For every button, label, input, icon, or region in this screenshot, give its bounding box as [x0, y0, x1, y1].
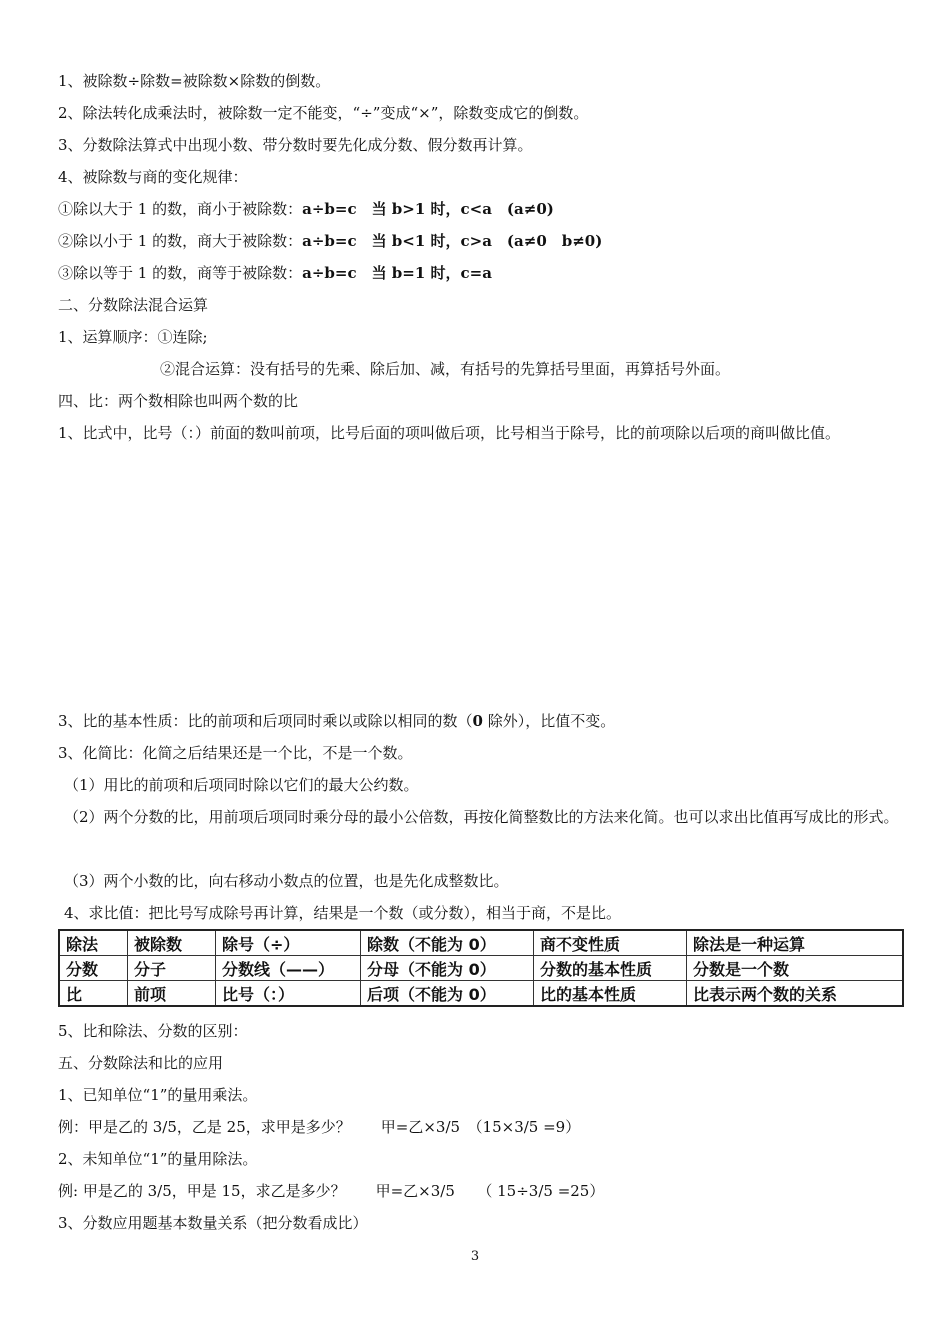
rule-item: [58, 226, 908, 256]
simplify-step-1: （1）用比的前项和后项同时除以它们的最大公约数。: [64, 776, 419, 794]
table-cell: 被除数: [128, 930, 216, 956]
table-row: [59, 930, 903, 956]
operation-order: 1、运算顺序：①连除;: [58, 328, 208, 346]
table-cell: 除法是一种运算: [687, 930, 904, 956]
known-unit-rule: 1、已知单位“1”的量用乘法。: [58, 1086, 258, 1104]
table-cell: 前项: [128, 981, 216, 1007]
mixed-operation: ②混合运算：没有括号的先乘、除后加、减，有括号的先算括号里面，再算括号外面。: [160, 360, 731, 378]
table-cell: 比号（：）: [216, 981, 361, 1007]
rule-formula: a÷b=c 当 b<1 时，c>a (a≠0 b≠0): [302, 232, 603, 250]
rule-text: ③除以等于 1 的数，商等于被除数：: [58, 264, 303, 282]
ratio-difference: 5、比和除法、分数的区别：: [58, 1022, 248, 1040]
page-number: 3: [470, 1249, 480, 1264]
rule-line-4: 4、被除数与商的变化规律：: [58, 168, 248, 186]
simplify-step-2: （2）两个分数的比，用前项后项同时乘分母的最小公倍数，再按化简整数比的方法来化简。也可以求出比值再写成比的形式。: [64, 808, 899, 826]
table-cell: 除号（÷）: [216, 930, 361, 956]
table-cell: 商不变性质: [534, 930, 687, 956]
ratio-property-text-b: 除外），比值不变。: [482, 712, 616, 730]
table-row: [59, 981, 903, 1007]
table-cell: 分数是一个数: [687, 956, 904, 981]
unknown-unit-rule: 2、未知单位“1”的量用除法。: [58, 1150, 258, 1168]
simplify-step-3: （3）两个小数的比，向右移动小数点的位置，也是先化成整数比。: [64, 872, 509, 890]
comparison-table: [58, 929, 904, 1007]
table-cell: 分数的基本性质: [534, 956, 687, 981]
table-cell: 后项（不能为 0）: [361, 981, 534, 1007]
ratio-definition: 1、比式中，比号（：）前面的数叫前项，比号后面的项叫做后项，比号相当于除号，比的前项除以后项的商叫做比值。: [58, 424, 841, 442]
section-heading-4: 四、比：两个数相除也叫两个数的比: [58, 392, 299, 410]
section-heading-2: 二、分数除法混合运算: [58, 296, 209, 314]
rule-line-1: 1、被除数÷除数=被除数×除数的倒数。: [58, 72, 331, 90]
table-row: [59, 956, 903, 981]
rule-text: ①除以大于 1 的数，商小于被除数：: [58, 200, 303, 218]
rule-line-3: 3、分数除法算式中出现小数、带分数时要先化成分数、假分数再计算。: [58, 136, 533, 154]
table-cell: 分母（不能为 0）: [361, 956, 534, 981]
table-cell: 分数: [59, 956, 128, 981]
table-cell: 比表示两个数的关系: [687, 981, 904, 1007]
table-cell: 除数（不能为 0）: [361, 930, 534, 956]
rule-item: [58, 258, 908, 288]
rule-text: ②除以小于 1 的数，商大于被除数：: [58, 232, 303, 250]
simplify-ratio: 3、化简比：化简之后结果还是一个比，不是一个数。: [58, 744, 413, 762]
table-cell: 除法: [59, 930, 128, 956]
rule-formula: a÷b=c 当 b>1 时，c<a (a≠0): [302, 200, 554, 218]
quantity-relation: 3、分数应用题基本数量关系（把分数看成比）: [58, 1214, 368, 1232]
table-cell: 分子: [128, 956, 216, 981]
ratio-property: [58, 706, 908, 736]
example-2: 例: 甲是乙的 3/5，甲是 15，求乙是多少？ 甲=乙×3/5 （ 15÷3/5 =25）: [58, 1182, 605, 1200]
rule-line-2: 2、除法转化成乘法时，被除数一定不能变，“÷”变成“×”，除数变成它的倒数。: [58, 104, 589, 122]
ratio-property-zero: 0: [472, 712, 483, 730]
table-cell: 比的基本性质: [534, 981, 687, 1007]
section-heading-5: 五、分数除法和比的应用: [58, 1054, 224, 1072]
rule-item: [58, 194, 908, 224]
table-cell: 分数线（——）: [216, 956, 361, 981]
ratio-value: 4、求比值：把比号写成除号再计算，结果是一个数（或分数），相当于商，不是比。: [64, 904, 622, 922]
table-cell: 比: [59, 981, 128, 1007]
rule-formula: a÷b=c 当 b=1 时，c=a: [302, 264, 492, 282]
example-1: 例：甲是乙的 3/5，乙是 25，求甲是多少？ 甲=乙×3/5 （15×3/5 =9）: [58, 1118, 581, 1136]
ratio-property-text-a: 3、比的基本性质：比的前项和后项同时乘以或除以相同的数（: [58, 712, 473, 730]
